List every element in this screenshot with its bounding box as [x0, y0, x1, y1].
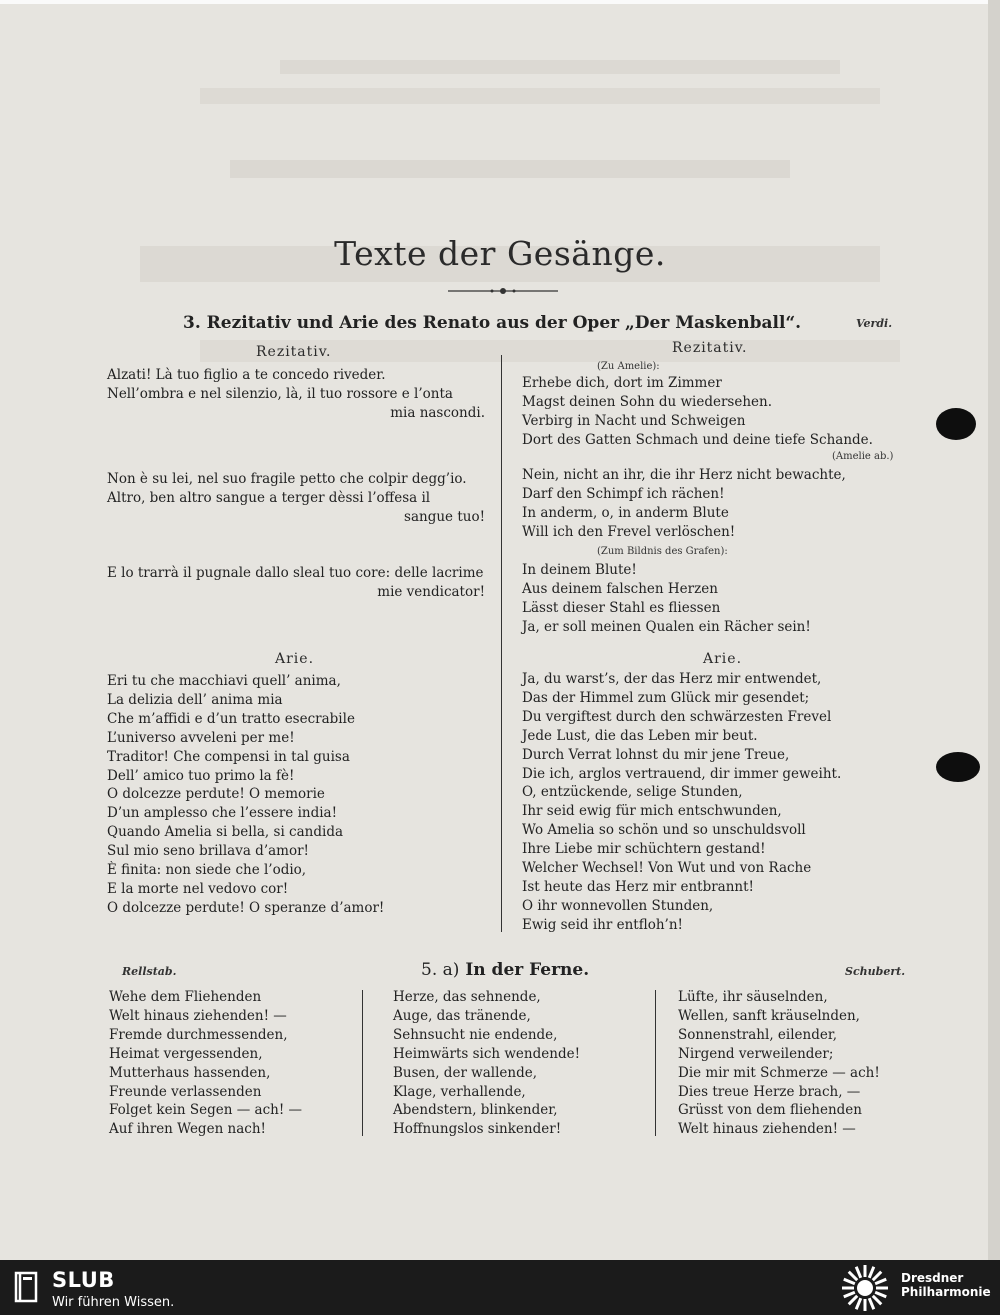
- stage-direction: (Zum Bildnis des Grafen):: [597, 546, 728, 557]
- section-heading-2: [421, 960, 589, 980]
- poet-name: Rellstab.: [122, 965, 177, 978]
- rezitativ-german-1: Erhebe dich, dort im Zimmer Magst deinen Sohn du wiedersehen. Verbirg in Nacht und Schweigen Dort des Gatten Schmach und deine tiefe Schande.: [522, 375, 873, 448]
- poem-column-2: Herze, das sehnende, Auge, das tränende, Sehnsucht nie endende, Heimwärts sich wendende! Busen, der wallende, Klage, verhallende, Abendstern, blinkender, Hoffnungslos sinkender!: [393, 989, 580, 1138]
- punch-hole: [936, 752, 980, 782]
- composer-name: Schubert.: [845, 965, 906, 978]
- library-name[interactable]: SLUB: [52, 1268, 115, 1292]
- arie-italian: Eri tu che macchiavi quell’ anima, La delizia dell’ anima mia Che m’affidi e d’un tratto esecrabile L’universo avveleni per me! Traditor! Che compensi in tal guisa Dell’ amico tuo primo la fè! O dolcezze perdute! O memorie D’un amplesso che l’essere india! Quando Amelia si bella, si candida Sul mio seno brillava d’amor! È finita: non siede che l’odio, E la morte nel vedovo cor! O dolcezze perdute! O speranze d’amor!: [107, 673, 385, 916]
- library-tagline: Wir führen Wissen.: [52, 1295, 175, 1310]
- slub-logo-icon: [12, 1271, 40, 1303]
- poem-column-3: Lüfte, ihr säuselnden, Wellen, sanft kräuselnden, Sonnenstrahl, eilender, Nirgend verweilender; Die mir mit Schmerze — ach! Dies treue Herze brach, — Grüsst von dem fliehenden Welt hinaus ziehenden! —: [678, 989, 880, 1138]
- column-divider: [501, 355, 502, 932]
- punch-hole: [936, 408, 976, 440]
- stage-direction: (Zu Amelie):: [597, 361, 660, 372]
- rezitativ-german-3: In deinem Blute! Aus deinem falschen Herzen Lässt dieser Stahl es fliessen Ja, er soll meinen Qualen ein Rächer sein!: [522, 562, 811, 635]
- page-title: Texte der Gesänge.: [334, 234, 666, 273]
- page-edge: [0, 0, 1000, 4]
- rezitativ-heading: Rezitativ.: [256, 344, 332, 360]
- rezitativ-italian-1: Alzati! Là tuo figlio a te concedo riveder. Nell’ombra e nel silenzio, là, il tuo rossore e l’onta mia nascondi.: [107, 367, 485, 421]
- partner-name[interactable]: Dresdner Philharmonie: [901, 1271, 991, 1299]
- ornament-divider: [448, 286, 558, 296]
- column-divider: [362, 990, 363, 1136]
- arie-heading: Arie.: [275, 651, 315, 667]
- poem-column-1: Wehe dem Fliehenden Welt hinaus ziehenden! — Fremde durchmessenden, Heimat vergessenden, Mutterhaus hassenden, Freunde verlassenden Folget kein Segen — ach! — Auf ihren Wegen nach!: [109, 989, 303, 1138]
- arie-heading-german: Arie.: [703, 651, 743, 667]
- section-heading: 3. Rezitativ und Arie des Renato aus der Oper „Der Maskenball“.: [183, 313, 802, 333]
- philharmonie-logo-icon: [840, 1263, 890, 1313]
- rezitativ-german-2: Nein, nicht an ihr, die ihr Herz nicht bewachte, Darf den Schimpf ich rächen! In anderm, o, in anderm Blute Will ich den Frevel verlöschen!: [522, 467, 846, 540]
- composer-name: Verdi.: [856, 317, 893, 330]
- page-edge-right: [988, 0, 1000, 1260]
- rezitativ-italian-2: Non è su lei, nel suo fragile petto che colpir degg’io. Altro, ben altro sangue a terger dèssi l’offesa il sangue tuo!: [107, 471, 485, 525]
- stage-direction: (Amelie ab.): [832, 451, 894, 462]
- rezitativ-heading-german: Rezitativ.: [672, 340, 748, 356]
- rezitativ-italian-3: E lo trarrà il pugnale dallo sleal tuo core: delle lacrime mie vendicator!: [107, 565, 485, 600]
- section-title: In der Ferne.: [465, 960, 590, 980]
- column-divider: [655, 990, 656, 1136]
- arie-german: Ja, du warst’s, der das Herz mir entwendet, Das der Himmel zum Glück mir gesendet; Du vergiftest durch den schwärzesten Frevel Jede Lust, die das Leben mir beut. Durch Verrat lohnst du mir jene Treue, Die ich, arglos vertrauend, dir immer geweiht. O, entzückende, selige Stunden, Ihr seid ewig für mich entschwunden, Wo Amelia so schön und so unschuldsvoll Ihre Liebe mir schüchtern gestand! Welcher Wechsel! Von Wut und von Rache Ist heute das Herz mir entbrannt! O ihr wonnevollen Stunden, Ewig seid ihr entfloh’n!: [522, 671, 842, 933]
- section-number: 5. a): [421, 960, 460, 980]
